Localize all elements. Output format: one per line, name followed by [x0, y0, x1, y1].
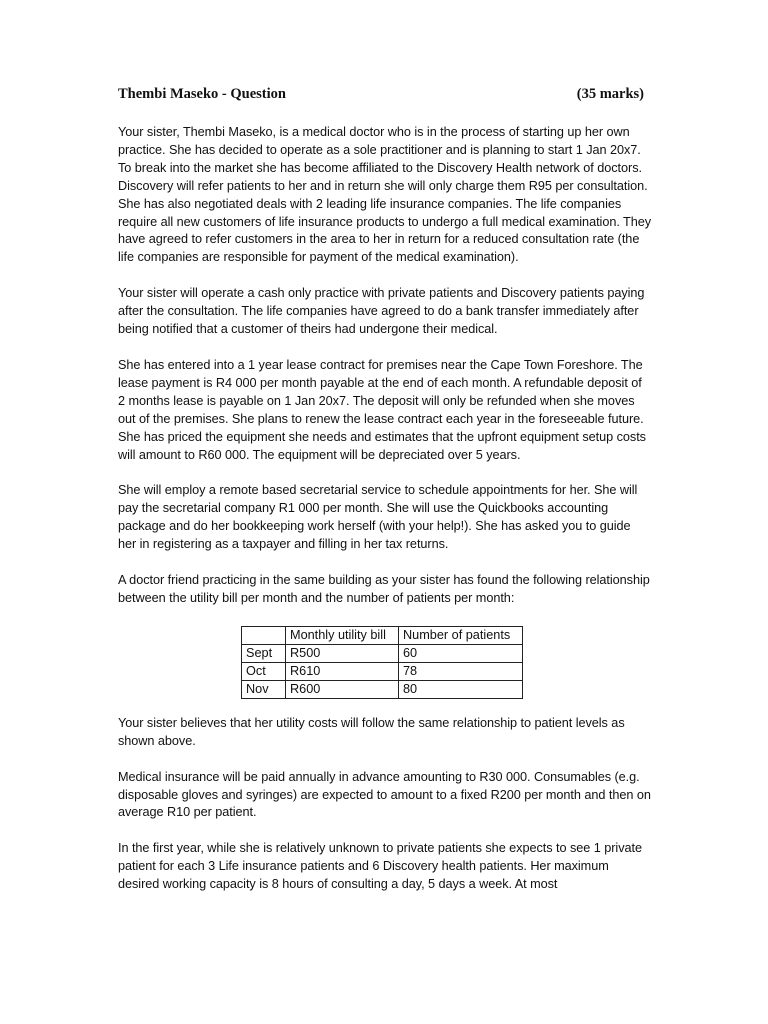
table-cell-bill: R610: [286, 662, 399, 680]
utility-table: [241, 626, 523, 699]
table-header-cell: Monthly utility bill: [286, 626, 399, 644]
table-cell-month: Nov: [242, 680, 286, 698]
paragraph-payment: Your sister will operate a cash only practice with private patients and Discovery patients paying after the consultation. The life companies have agreed to do a bank transfer immediately after being notified that a customer of theirs had undergone their medical.: [118, 286, 645, 337]
table-cell-month: Oct: [242, 662, 286, 680]
table-row: [242, 644, 523, 662]
table-header-row: [242, 626, 523, 644]
table-cell-patients: 78: [399, 662, 523, 680]
table-row: [242, 680, 523, 698]
table-cell-bill: R600: [286, 680, 399, 698]
paragraph-secretarial: She will employ a remote based secretarial service to schedule appointments for her. She will pay the secretarial company R1 000 per month. She will use the Quickbooks accounting package and do her bookkeeping work herself (with your help!). She has asked you to guide her in registering as a taxpayer and filling in her tax returns.: [118, 483, 638, 552]
table-header-cell: Number of patients: [399, 626, 523, 644]
marks-label: (35 marks): [576, 86, 644, 102]
table-row: [242, 662, 523, 680]
table-cell-month: Sept: [242, 644, 286, 662]
question-title: Thembi Maseko - Question: [118, 86, 286, 102]
paragraph-insurance: Medical insurance will be paid annually in advance amounting to R30 000. Consumables (e.g. disposable gloves and syringes) are expected to amount to a fixed R200 per month and then on average R10 per patient.: [118, 769, 651, 820]
paragraph-intro: Your sister, Thembi Maseko, is a medical doctor who is in the process of starting up her own practice. She has decided to operate as a sole practitioner and is planning to start 1 Jan 20x7. To break into the market she has become affiliated to the Discovery Health network of doctors. Discovery will refer patients to her and in return she will only charge them R95 per consultation. She has also negotiated deals with 2 leading life insurance companies. The life companies require all new customers of life insurance products to undergo a full medical examination. They have agreed to refer customers in the area to her in return for a reduced consultation rate (the life companies are responsible for payment of the medical examination).: [118, 125, 652, 265]
table-header-cell: [242, 626, 286, 644]
paragraph-utility-belief: Your sister believes that her utility costs will follow the same relationship to patient levels as shown above.: [118, 715, 625, 748]
paragraph-lease: She has entered into a 1 year lease contract for premises near the Cape Town Foreshore. The lease payment is R4 000 per month payable at the end of each month. A refundable deposit of 2 months lease is payable on 1 Jan 20x7. The deposit will only be refunded when she moves out of the premises. She plans to renew the lease contract each year in the foreseeable future. She has priced the equipment she needs and estimates that the upfront equipment setup costs will amount to R60 000. The equipment will be depreciated over 5 years.: [118, 357, 646, 462]
table-cell-patients: 60: [399, 644, 523, 662]
table-cell-bill: R500: [286, 644, 399, 662]
document-page: [118, 86, 652, 912]
question-header: [118, 86, 652, 106]
paragraph-first-year: In the first year, while she is relatively unknown to private patients she expects to see 1 private patient for each 3 Life insurance patients and 6 Discovery health patients. Her maximum desired working capacity is 8 hours of consulting a day, 5 days a week. At most: [118, 841, 642, 892]
table-cell-patients: 80: [399, 680, 523, 698]
paragraph-utility-intro: A doctor friend practicing in the same building as your sister has found the following relationship between the utility bill per month and the number of patients per month:: [118, 573, 650, 605]
